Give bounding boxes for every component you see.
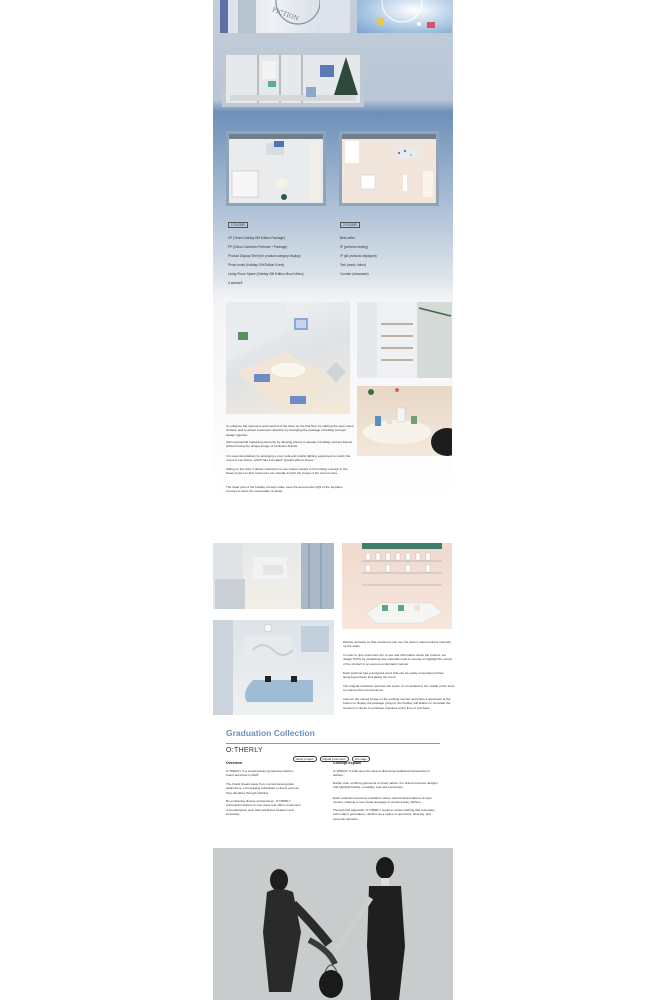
floor2-label: 2 FLOOR <box>340 222 360 228</box>
concept-paragraph: O:THERLY is built upon the idea of dissolving traditional frameworks in fashion. <box>333 769 430 778</box>
holiday-paragraph: The lower part of the holiday concept video uses the accessories light of the fireplace concept to show the seasonality of winter. <box>226 485 343 494</box>
tag-digital-promotion: Digital promotion <box>320 756 349 762</box>
perfume-wall-render-image <box>342 543 452 629</box>
graduation-title: Graduation Collection <box>226 728 315 738</box>
fashion-campaign-photo <box>213 848 453 1000</box>
living-room-render-image <box>226 302 350 414</box>
concept-heading: Concept Explain <box>333 761 362 765</box>
concept-paragraph: Through this approach, O:THERLY seeks to create clothing that resonates with today's generation—fashion as a space of openness, diversity, and personal narrative. <box>333 808 435 821</box>
holiday-poster-image <box>357 0 452 33</box>
stair-shelf-render-image <box>357 302 452 378</box>
overview-heading: Overview <box>226 761 242 765</box>
tag-study-project: study project <box>293 756 317 762</box>
concept-paragraph: Each collection becomes a platform where varied interpretations of style coexist, shaping a new visual language of contemporary fashion. <box>333 796 432 805</box>
store-paragraph: The original nonfiction sink has two seats, so it's located in the middle of the store to improve the inconvenience. <box>343 684 455 693</box>
storefront-render-image <box>222 51 364 107</box>
floor1-item: VP (Three-Holiday Gift Edition Package) <box>228 236 285 240</box>
floor2-item: IP (perfume testing) <box>340 245 368 249</box>
entrance-render-image <box>213 543 334 609</box>
floor2-item: Counter (showcase) <box>340 272 369 276</box>
floor1-item: Photo booth (Holiday Gift Edition Event) <box>228 263 285 267</box>
concept-paragraph: Rather than confining garments to binary labels, the brand proposes designs that highlight fluidity, versatility, and self-expression. <box>333 781 438 790</box>
floor1-item: Living Room Space (Holiday Gift Edition Mood Video) <box>228 272 304 276</box>
brand-name: O:THERLY <box>226 747 263 754</box>
floor1-label: 1 FLOOR <box>228 222 248 228</box>
holiday-paragraph: Add experiential marketing elements by allowing photos to appear in holiday concept frames without losing the unique image of nonfiction brands. <box>226 440 353 449</box>
tag-ai-image: AI image <box>352 756 370 762</box>
floor1-item: PP (Citrus Collection Perfume + Package) <box>228 245 288 249</box>
store-paragraph: Display vertically so that customers can see the store's main products naturally up the stairs. <box>343 640 451 649</box>
display-table-render-image <box>357 386 452 456</box>
floor2-item: IP (all products displayed) <box>340 254 377 258</box>
store-paragraph: Each perfume has a designed scent that can be easily remembered when spraying perfume and taking the scent. <box>343 671 444 680</box>
overview-paragraph: The brand breaks away from conventional gender distinctions, encouraging individuals to freely express their identities through clothing. <box>226 782 299 795</box>
svg-text:FICTION: FICTION <box>271 6 300 23</box>
floor1-item: Product Display Shelf (for product category display) <box>228 254 301 258</box>
overview-paragraph: O:THERLY is a contemporary genderless fashion brand launched in 2025. <box>226 769 294 778</box>
store-paragraph: In order to give customers fun to see and information about the product, we design POPs by visualizing raw materials used in incense to highlight the points of the product in an easy-to-understand manner. <box>343 653 453 666</box>
overview-paragraph: By embracing diverse perspectives, O:THERLY reinterprets fashion in new ways and offers consumers a boundaryless style that celebrates freedom and inclusivity. <box>226 799 301 817</box>
floor2-item: Best seller <box>340 236 355 240</box>
holiday-paragraph: To enhance the openness and comfort of the store on the first floor by utilizing the open show window, and to attract customers' attention by arranging the package of holiday concept design together. <box>226 424 354 437</box>
graduation-divider <box>226 743 440 744</box>
store-paragraph: Improve the closed image on the existing counter and place a showcase at the bottom to display the package (pwp) of the Holiday Gift Edition to stimulate the customer's desire to purchase impulses at the time of purchase. <box>343 697 451 710</box>
holiday-paragraph: It is used decoratively by arranging a cozy sofa and mobile lighting equipment to match the mood of non-fiction, which has a lit called "grandmother's house." <box>226 454 351 463</box>
floor1-item: A stairwell <box>228 281 243 285</box>
floor2-item: Tent (wash, lotion) <box>340 263 366 267</box>
floor2-plan-image <box>339 131 439 206</box>
counter-render-image <box>213 620 334 715</box>
holiday-paragraph: Sitting on the sofa, it allows customers to see videos related to the holiday concept in the fewer project so that customers can visually imprint the image of the current store. <box>226 467 348 476</box>
window-display-image <box>220 0 350 33</box>
floor1-plan-image <box>226 131 326 206</box>
